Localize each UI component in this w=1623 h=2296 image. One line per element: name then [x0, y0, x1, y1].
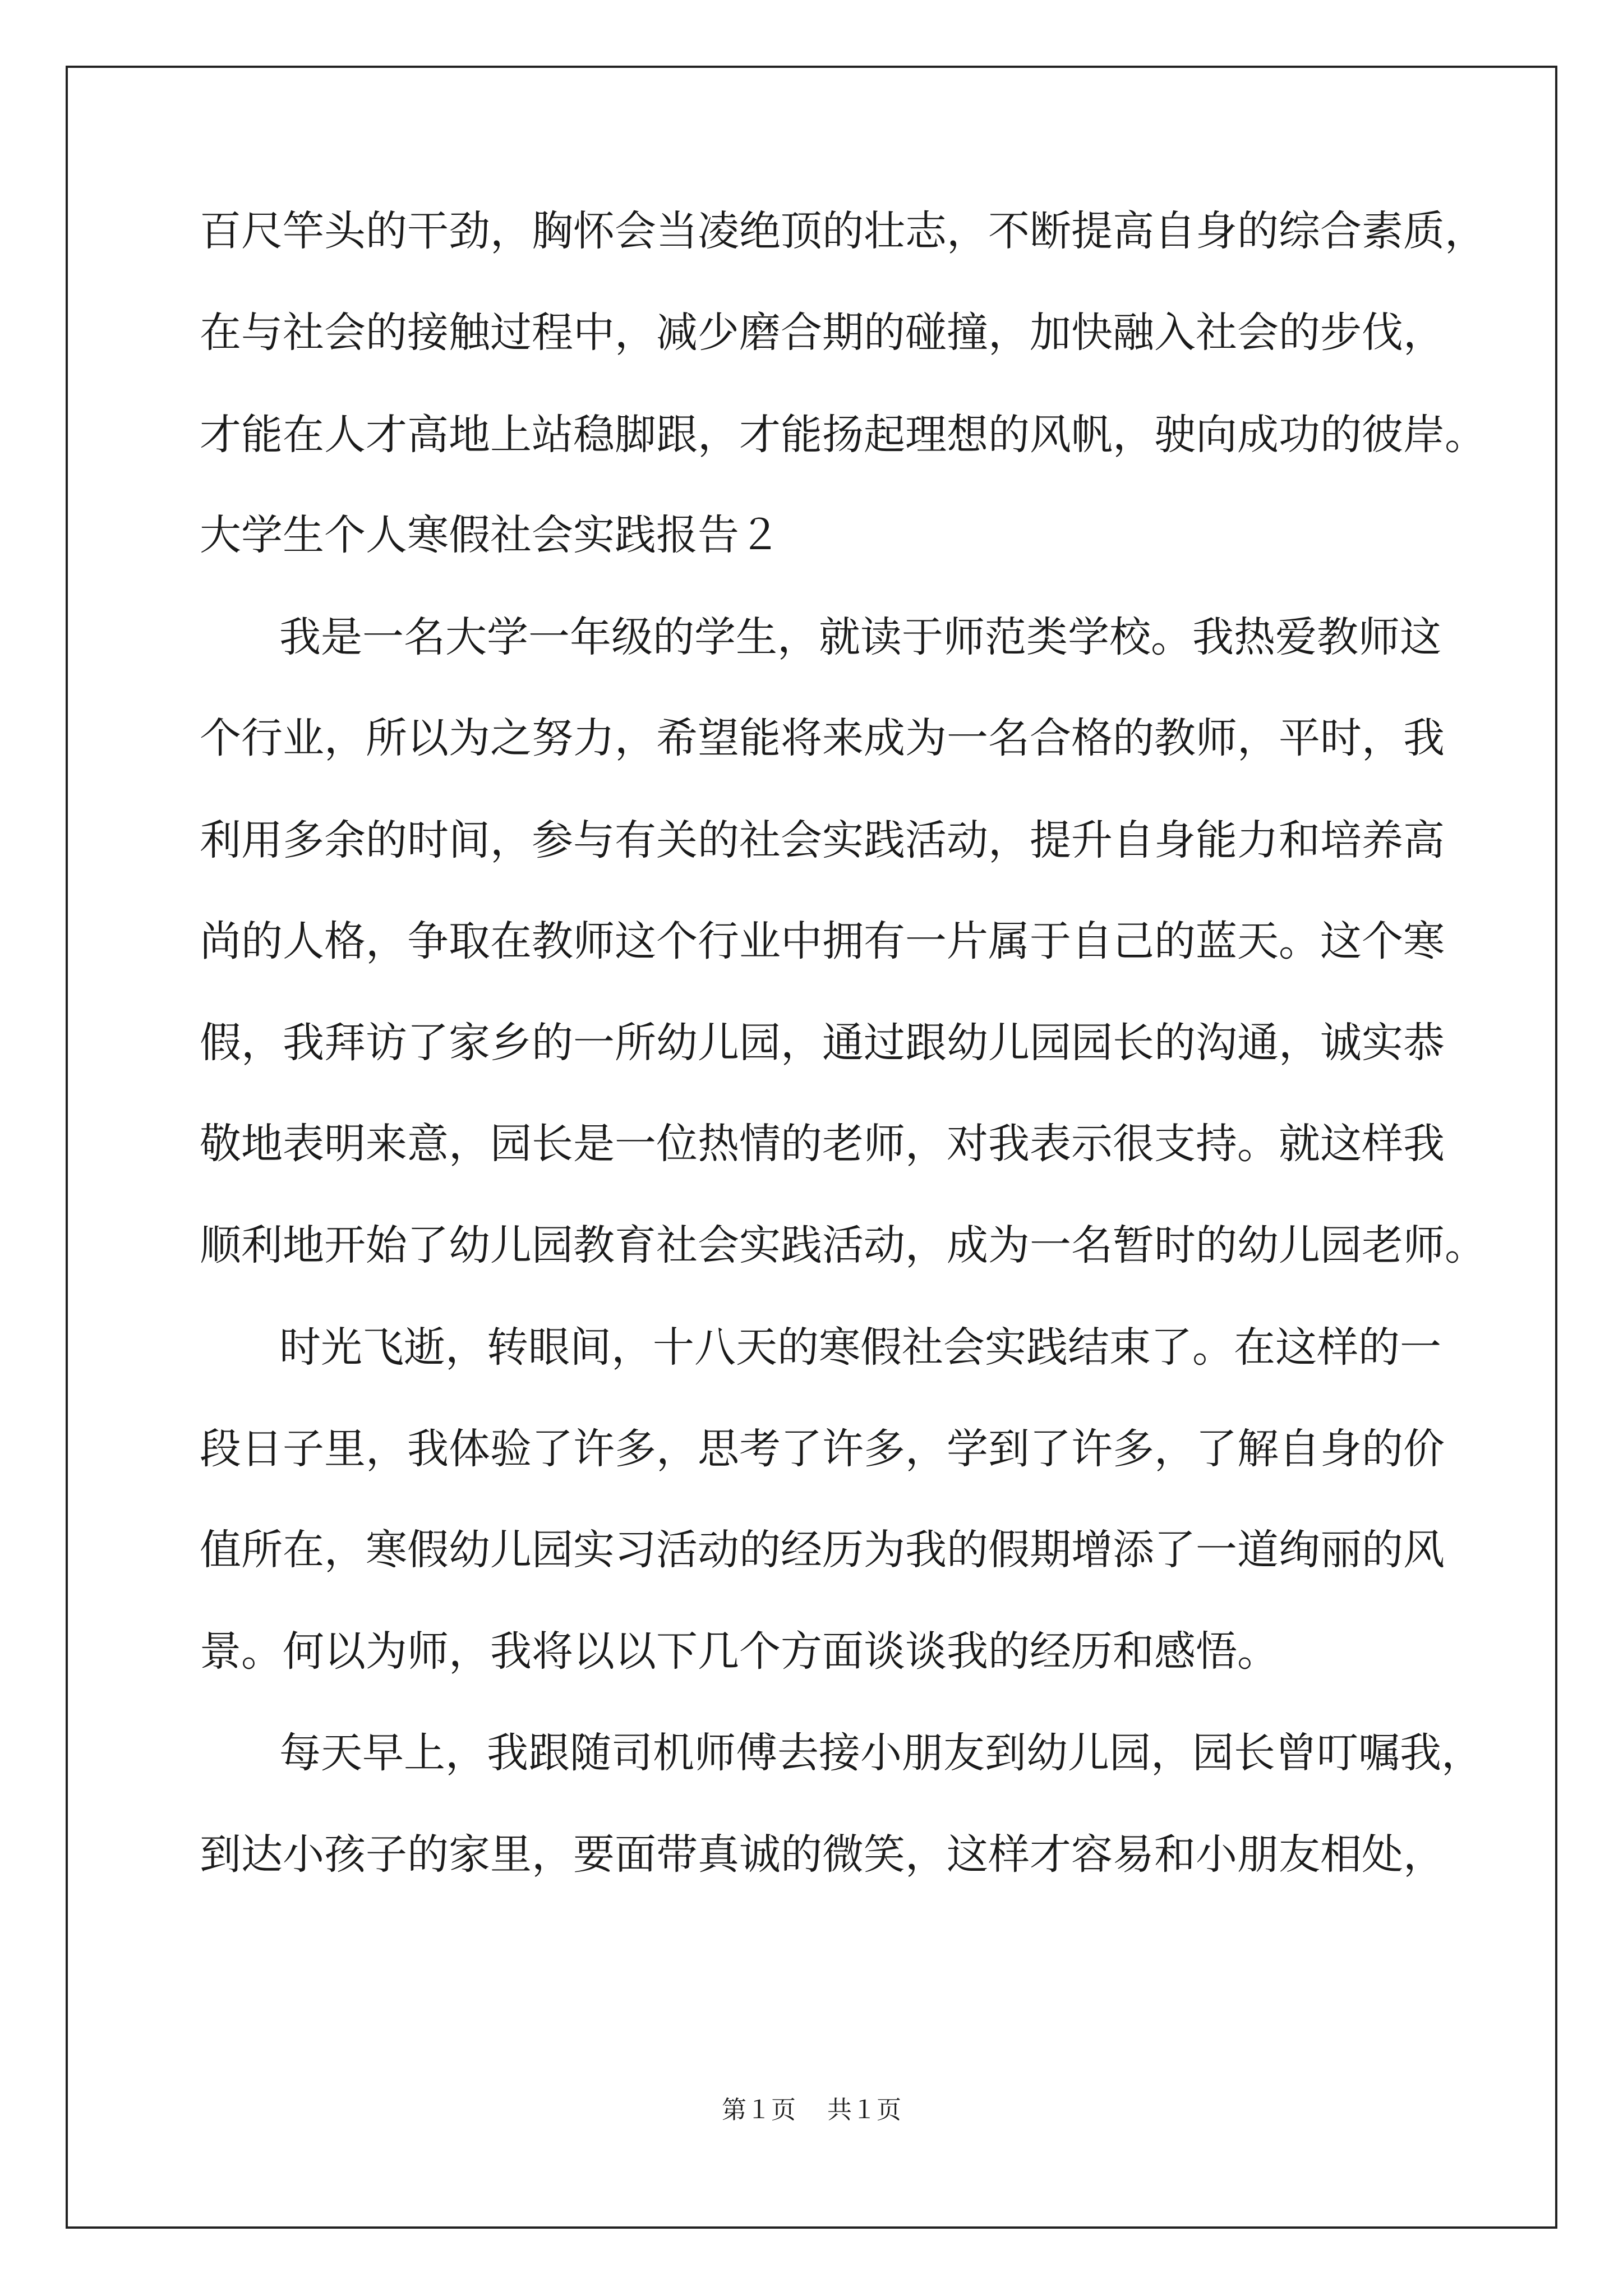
paragraph-first-line: 我是一名大学一年级的学生，就读于师范类学校。我热爱教师这 [279, 613, 1441, 661]
body-text-line: 段日子里，我体验了许多，思考了许多，学到了许多，了解自身的价 [200, 1425, 1445, 1473]
body-text-line: 个行业，所以为之努力，希望能将来成为一名合格的教师，平时，我 [200, 714, 1445, 762]
body-text-line: 百尺竿头的干劲，胸怀会当凌绝顶的壮志，不断提高自身的综合素质， [200, 207, 1486, 255]
body-text-line: 才能在人才高地上站稳脚跟，才能扬起理想的风帆，驶向成功的彼岸。 [200, 411, 1486, 459]
body-text-line: 值所在，寒假幼儿园实习活动的经历为我的假期增添了一道绚丽的风 [200, 1526, 1445, 1574]
body-text-line: 利用多余的时间，参与有关的社会实践活动，提升自身能力和培养高 [200, 816, 1445, 864]
body-text-line: 假，我拜访了家乡的一所幼儿园，通过跟幼儿园园长的沟通，诚实恭 [200, 1019, 1445, 1067]
page-total: 共１页 [827, 2096, 901, 2124]
body-text-line: 顺利地开始了幼儿园教育社会实践活动，成为一名暂时的幼儿园老师。 [200, 1221, 1486, 1269]
body-text-line: 敬地表明来意，园长是一位热情的老师，对我表示很支持。就这样我 [200, 1120, 1445, 1168]
page-footer [0, 2093, 1623, 2127]
body-text-line: 到达小孩子的家里，要面带真诚的微笑，这样才容易和小朋友相处， [200, 1830, 1445, 1879]
paragraph-first-line: 时光飞逝，转眼间，十八天的寒假社会实践结束了。在这样的一 [279, 1323, 1441, 1372]
paragraph-first-line: 每天早上，我跟随司机师傅去接小朋友到幼儿园，园长曾叮嘱我， [279, 1729, 1483, 1777]
body-text-line: 在与社会的接触过程中，减少磨合期的碰撞，加快融入社会的步伐， [200, 309, 1445, 357]
body-text-line: 景。何以为师，我将以以下几个方面谈谈我的经历和感悟。 [200, 1627, 1279, 1676]
section-heading: 大学生个人寒假社会实践报告２ [200, 511, 781, 559]
body-text-line: 尚的人格，争取在教师这个行业中拥有一片属于自己的蓝天。这个寒 [200, 917, 1445, 965]
page-number: 第１页 [722, 2096, 796, 2124]
